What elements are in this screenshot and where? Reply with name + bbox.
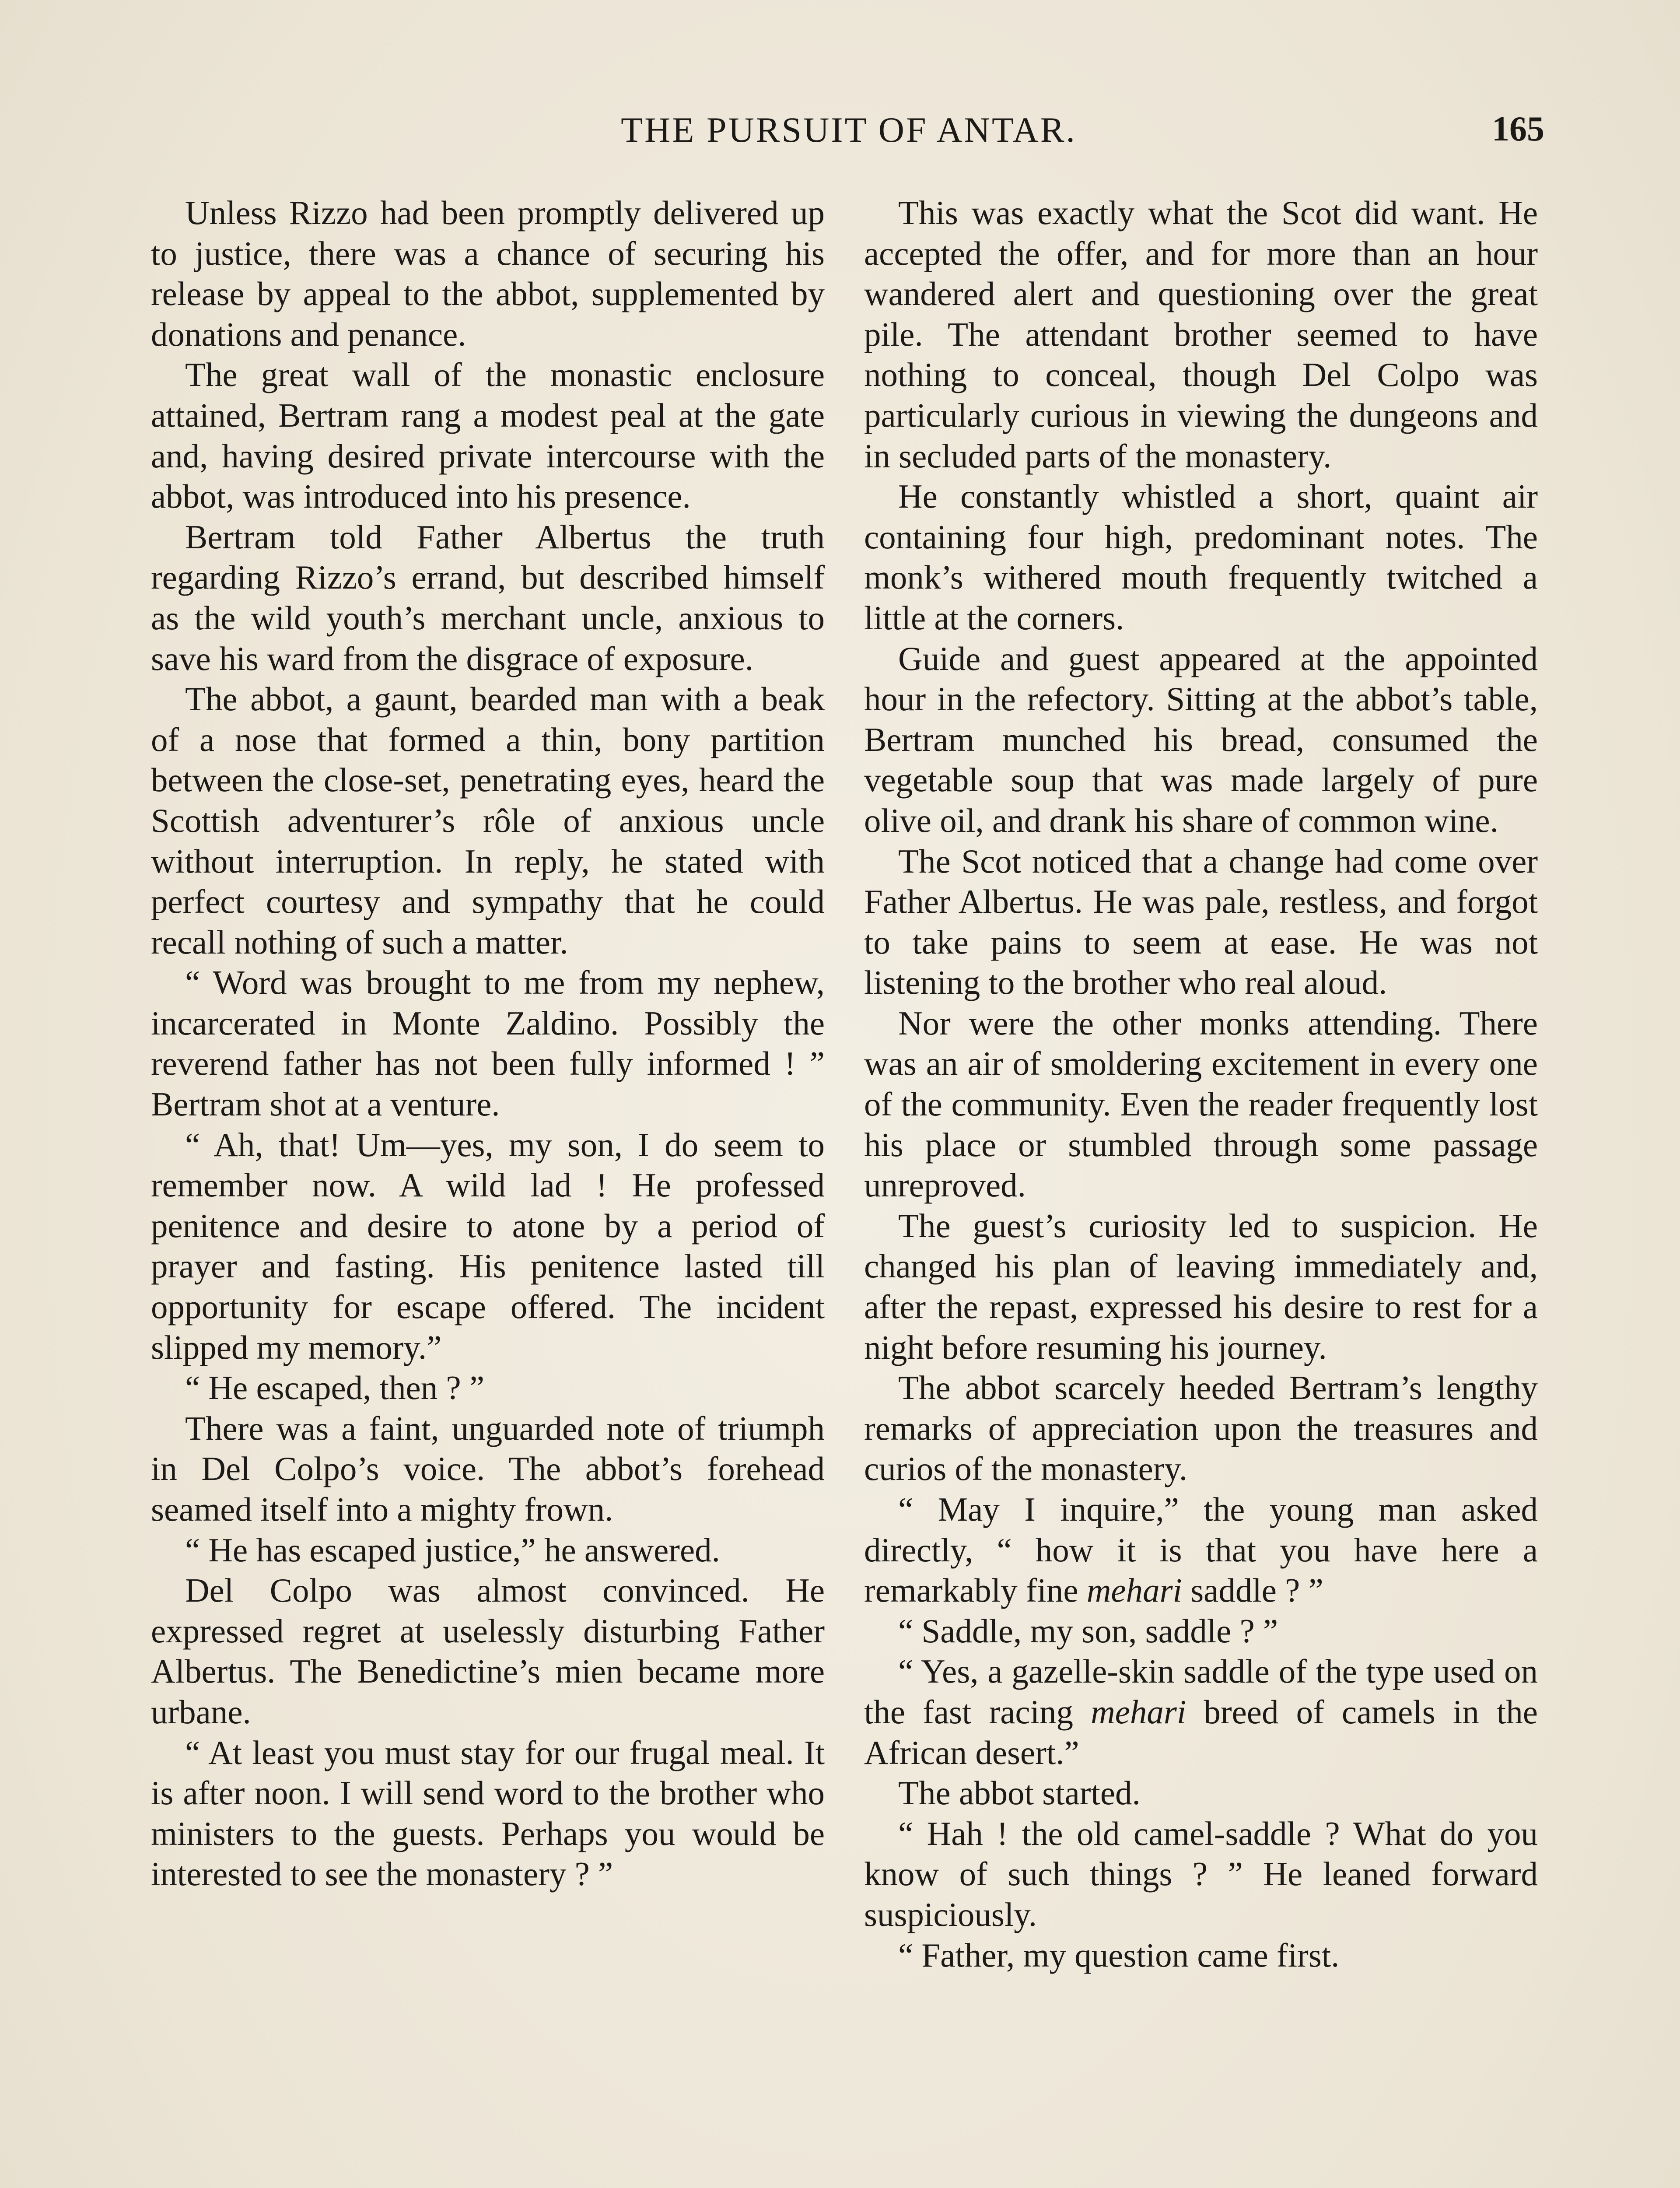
paragraph: The abbot started. (898, 1774, 1141, 1812)
running-title: THE PURSUIT OF ANTAR. (621, 110, 1077, 150)
paragraph: Unless Rizzo had been promptly delivered up to justice, there was a chance of securing his release by appeal to the abbot, supplemented by donations and penance. (151, 194, 825, 353)
paragraph: This was exactly what the Scot did want. He accepted the offer, and for more than an hour wandered alert and questioning over the great pile. The attendant brother seemed to have nothing to conceal, though Del Colpo was particularly curious in viewing the dungeons and in secluded parts of the monastery. (864, 194, 1538, 475)
paragraph (864, 1489, 1538, 1611)
paragraph (864, 1651, 1538, 1773)
paragraph: The great wall of the monastic enclosure attained, Bertram rang a modest peal at the gate and, having desired private intercourse with the abbot, was introduced into his presence. (151, 356, 825, 515)
paragraph: “ Hah ! the old camel-saddle ? What do you know of such things ? ” He leaned forward suspiciously. (864, 1814, 1538, 1933)
paragraph: He constantly whistled a short, quaint air containing four high, predominant notes. The monk’s withered mouth frequently twitched a little at the corners. (864, 477, 1538, 637)
paragraph-text: “ May I inquire,” the young man asked directly, “ how it is that you have here a remarkably fine (864, 1490, 1538, 1609)
paragraph: The abbot scarcely heeded Bertram’s lengthy remarks of appreciation upon the treasures and curios of the monastery. (864, 1369, 1538, 1488)
left-text-column (151, 193, 825, 1894)
paragraph: “ Saddle, my son, saddle ? ” (898, 1612, 1278, 1650)
paragraph: The guest’s curiosity led to suspicion. He changed his plan of leaving immediately and, after the repast, expressed his desire to rest for a night before resuming his journey. (864, 1206, 1538, 1366)
italic-word: mehari (1086, 1571, 1182, 1609)
paragraph: Guide and guest appeared at the appointed hour in the refectory. Sitting at the abbot’s table, Bertram munched his bread, consumed the vegetable soup that was made largely of pure olive oil, and drank his share of common wine. (864, 639, 1538, 839)
paragraph: “ At least you must stay for our frugal meal. It is after noon. I will send word to the brother who ministers to the guests. Perhaps you would be interested to see the monastery ? ” (151, 1733, 825, 1893)
paragraph-text: saddle ? ” (1182, 1571, 1323, 1609)
paragraph: “ He escaped, then ? ” (185, 1369, 485, 1407)
paragraph-text: breed of camels in the African desert.” (864, 1693, 1538, 1771)
paragraph: Nor were the other monks attending. There was an air of smoldering excitement in every one of the community. Even the reader frequently lost his place or stumbled through some passage unreproved. (864, 1004, 1538, 1204)
paragraph: “ He has escaped justice,” he answered. (185, 1531, 720, 1569)
paragraph: “ Ah, that! Um—yes, my son, I do seem to remember now. A wild lad ! He professed penitence and desire to atone by a period of prayer and fasting. His penitence lasted till opportunity for escape offered. The incident slipped my memory.” (151, 1126, 825, 1366)
paragraph: The Scot noticed that a change had come over Father Albertus. He was pale, restless, and forgot to take pains to seem at ease. He was not listening to the brother who real aloud. (864, 842, 1538, 1002)
paragraph: “ Father, my question came first. (898, 1936, 1340, 1974)
italic-word: mehari (1091, 1693, 1186, 1731)
page-number: 165 (1492, 110, 1544, 148)
paragraph: There was a faint, unguarded note of triumph in Del Colpo’s voice. The abbot’s forehead seamed itself into a mighty frown. (151, 1409, 825, 1528)
paragraph: Del Colpo was almost convinced. He expressed regret at uselessly disturbing Father Albertus. The Benedictine’s mien became more urbane. (151, 1571, 825, 1731)
paragraph: The abbot, a gaunt, bearded man with a beak of a nose that formed a thin, bony partition between the close-set, penetrating eyes, heard the Scottish adventurer’s rôle of anxious uncle without interruption. In reply, he stated with perfect courtesy and sympathy that he could recall nothing of such a matter. (151, 680, 825, 961)
paragraph: “ Word was brought to me from my nephew, incarcerated in Monte Zaldino. Possibly the reverend father has not been fully informed ! ” Bertram shot at a venture. (151, 964, 825, 1123)
paragraph: Bertram told Father Albertus the truth regarding Rizzo’s errand, but described himself as the wild youth’s merchant uncle, anxious to save his ward from the disgrace of exposure. (151, 518, 825, 677)
paragraph-text: “ Yes, a gazelle-skin saddle of the type used on the fast racing (864, 1652, 1538, 1731)
right-text-column (864, 193, 1538, 1975)
